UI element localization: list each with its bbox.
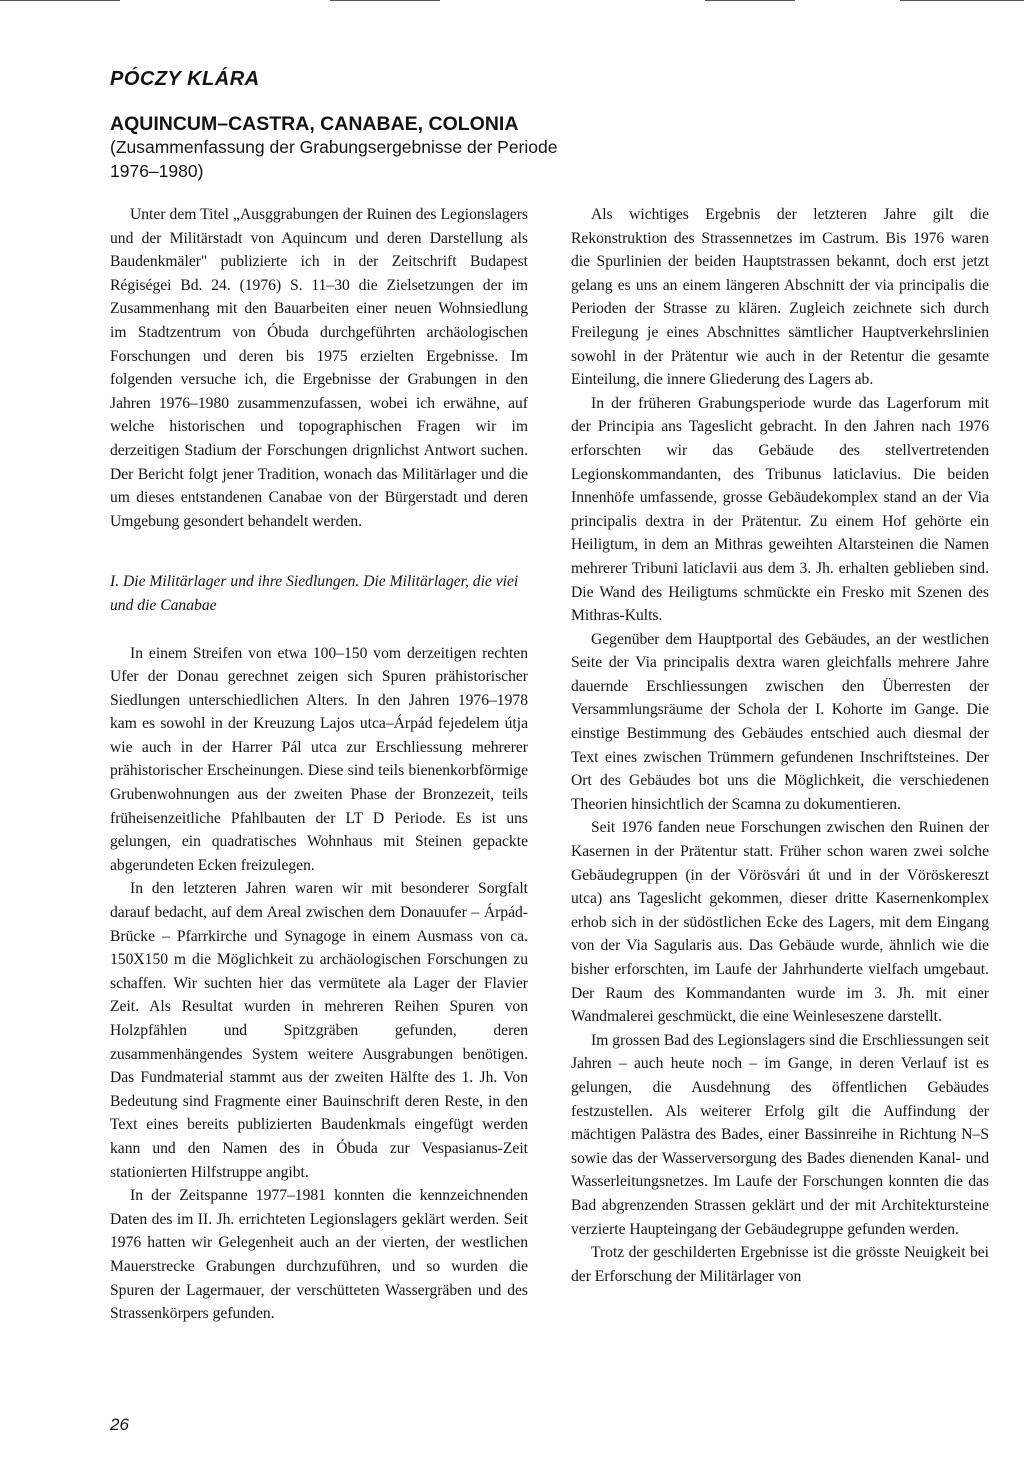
body-paragraph: Seit 1976 fanden neue Forschungen zwischen den Ruinen der Kasernen in der Prätentur statt. Früher schon waren zwei solche Gebäudegruppen (in der Vörösvári út und in der Vöröskereszt utca) ans Tageslicht gekommen, dieser dritte Kasernenkomplex erhob sich in der südöstlichen Ecke des Lagers, mit dem Eingang von der Via Sagularis aus. Das Gebäude wurde, ähnlich wie die bisher erforschten, im Laufe der Jahrhunderte vielfach umgebaut. Der Raum des Kommandanten wurde im 3. Jh. mit einer Wandmalerei geschmückt, die eine Weinleseszene darstellt. (571, 819, 989, 1026)
top-edge-mark (0, 0, 120, 1)
page-number: 26 (110, 1415, 129, 1434)
intro-paragraph: Unter dem Titel „Ausggrabungen der Ruinen des Legionslagers und der Militärstadt von Aquincum und deren Darstellung als Baudenkmäler" publizierte ich in der Zeitschrift Budapest Régiségei Bd. 24. (1976) S. 11–30 die Zielsetzungen der im Zusammenhang mit den Bauarbeiten einer neuen Wohnsiedlung im Stadtzentrum von Óbuda durchgeführten archäologischen Forschungen und deren bis 1975 erzielten Ergebnisse. Im folgenden versuche ich, die Ergebnisse der Grabungen in den Jahren 1976–1980 zusammenzufassen, wobei ich erwähne, auf welche historischen und topographischen Fragen wir im derzeitigen Stadium der Forschungen drignlichst Antwort suchen. Der Bericht folgt jener Tradition, wonach das Militärlager und die um dieses entstandenen Canabae von der Bürgerstadt und deren Umgebung gesondert behandelt werden. (110, 206, 528, 530)
body-paragraph: In den letzteren Jahren waren wir mit besonderer Sorgfalt darauf bedacht, auf dem Areal zwischen dem Donauufer – Árpád-Brücke – Pfarrkirche und Synagoge in einem Ausmass von ca. 150X150 m die Möglichkeit zu archäologischen Forschungen zu schaffen. Wir suchten hier das vermütete ala Lager der Flavier Zeit. Als Resultat wurden in mehreren Reihen Spuren von Holzpfählen und Spitzgräben gefunden, deren zusammenhängendes System weitere Ausgrabungen benötigen. Das Fundmaterial stammt aus der zweiten Hälfte des 1. Jh. Von Bedeutung sind Fragmente einer Bauinschrift deren Reste, in den Text eines bereits publizierten Baudenkmals eingefügt werden kann und den Namen des in Óbuda zur Vespasianus-Zeit stationierten Hilfstruppe angibt. (110, 880, 528, 1181)
article-subtitle: (Zusammenfassung der Grabungsergebnisse der Periode 1976–1980) (110, 137, 558, 181)
top-edge-mark (900, 0, 1024, 1)
body-paragraph: Im grossen Bad des Legionslagers sind die Erschliessungen seit Jahren – auch heute noch – im Gange, in deren Verlauf ist es gelungen, die Ausdehnung des öffentlichen Gebäudes festzustellen. Als weiterer Erfolg gilt die Auffindung der mächtigen Palästra des Bades, einer Bassinreihe in Richtung N–S sowie das der Wasserversorgung des Bades dienenden Kanal- und Wasserleitungsnetzes. Im Laufe der Forschungen konnten die das Bad abgrenzenden Strassen geklärt und der mit Architektursteine verzierte Haupteingang der Gebäudegruppe gefunden werden. (571, 1031, 989, 1238)
body-paragraph: Trotz der geschilderten Ergebnisse ist die grösste Neuigkeit bei der Erforschung der Militärlager von (571, 1244, 989, 1285)
body-paragraph: In der Zeitspanne 1977–1981 konnten die kennzeichnenden Daten des im II. Jh. errichteten Legionslagers geklärt werden. Seit 1976 hatten wir Gelegenheit auch an der vierten, der westlichen Mauerstrecke Grabungen durchzuführen, und so wurden die Spuren der Lagermauer, der verschütteten Wassergräben und des Strassenkörpers gefunden. (110, 1187, 528, 1323)
body-paragraph: In einem Streifen von etwa 100–150 vom derzeitigen rechten Ufer der Donau gerechnet zeigen sich Spuren prähistorischer Siedlungen unterschiedlichen Alters. In den Jahren 1976–1978 kam es sowohl in der Kreuzung Lajos utca–Árpád fejedelem útja wie auch in der Harrer Pál utca zur Erschliessung mehrerer prähistorischer Erscheinungen. Diese sind teils bienenkorbförmige Grubenwohnungen aus der zweiten Phase der Bronzezeit, teils früheisenzeitliche Pfahlbauten der LT D Periode. Es ist uns gelungen, ein quadratisches Wohnhaus mit Steinen gepackte abgerundeten Ecken freizulegen. (110, 644, 528, 874)
top-edge-mark (330, 0, 440, 1)
article-title: AQUINCUM–CASTRA, CANABAE, COLONIA (110, 113, 519, 135)
left-column (110, 203, 528, 1326)
top-edge-marks (0, 0, 1024, 2)
body-paragraph: Gegenüber dem Hauptportal des Gebäudes, an der westlichen Seite der Via principalis dextra waren gleichfalls mehrere Jahre dauernde Erschliessungen zwischen den Überresten der Versammlungsräume der Schola der I. Kohorte im Gange. Die einstige Bestimmung des Gebäudes entschied auch diesmal der Text eines zwischen Trümmern gefundenen Inschriftsteines. Der Ort des Gebäudes bot uns die Möglichkeit, die verschiedenen Theorien hinsichtlich der Scamna zu dokumentieren. (571, 630, 989, 813)
body-paragraph: In der früheren Grabungsperiode wurde das Lagerforum mit der Principia ans Tageslicht gebracht. In den Jahren nach 1976 erforschten wir das Gebäude des stellvertretenden Legionskommandanten, des Tribunus laticlavius. Die beiden Innenhöfe umfassende, grosse Gebäudekomplex stand an der Via principalis dextra in der Prätentur. Zu einem Hof gehörte ein Heiligtum, in dem an Mithras geweihten Altarsteinen die Namen mehrerer Tribuni laticlavii aus dem 3. Jh. erhalten geblieben sind. Die Wand des Heiligtums schmückte ein Fresko mit Szenen des Mithras-Kults. (571, 394, 989, 625)
author-name: PÓCZY KLÁRA (110, 68, 260, 90)
body-paragraph: Als wichtiges Ergebnis der letzteren Jahre gilt die Rekonstruktion des Strassennetzes im Castrum. Bis 1976 waren die Spurlinien der beiden Hauptstrassen bekannt, doch erst jetzt gelang es uns an einem längeren Abschnitt der via principalis die Perioden der Strasse zu klären. Zugleich zeichnete sich durch Freilegung je eines Abschnittes sämtlicher Hauptverkehrslinien sowohl in der Prätentur wie auch in der Retentur die gesamte Einteilung, die innere Gliederung des Lagers ab. (571, 206, 989, 389)
right-column (571, 203, 989, 1288)
section-heading: I. Die Militärlager und ihre Siedlungen. Die Militärlager, die viei und die Canabae (110, 573, 519, 614)
top-edge-mark (705, 0, 795, 1)
